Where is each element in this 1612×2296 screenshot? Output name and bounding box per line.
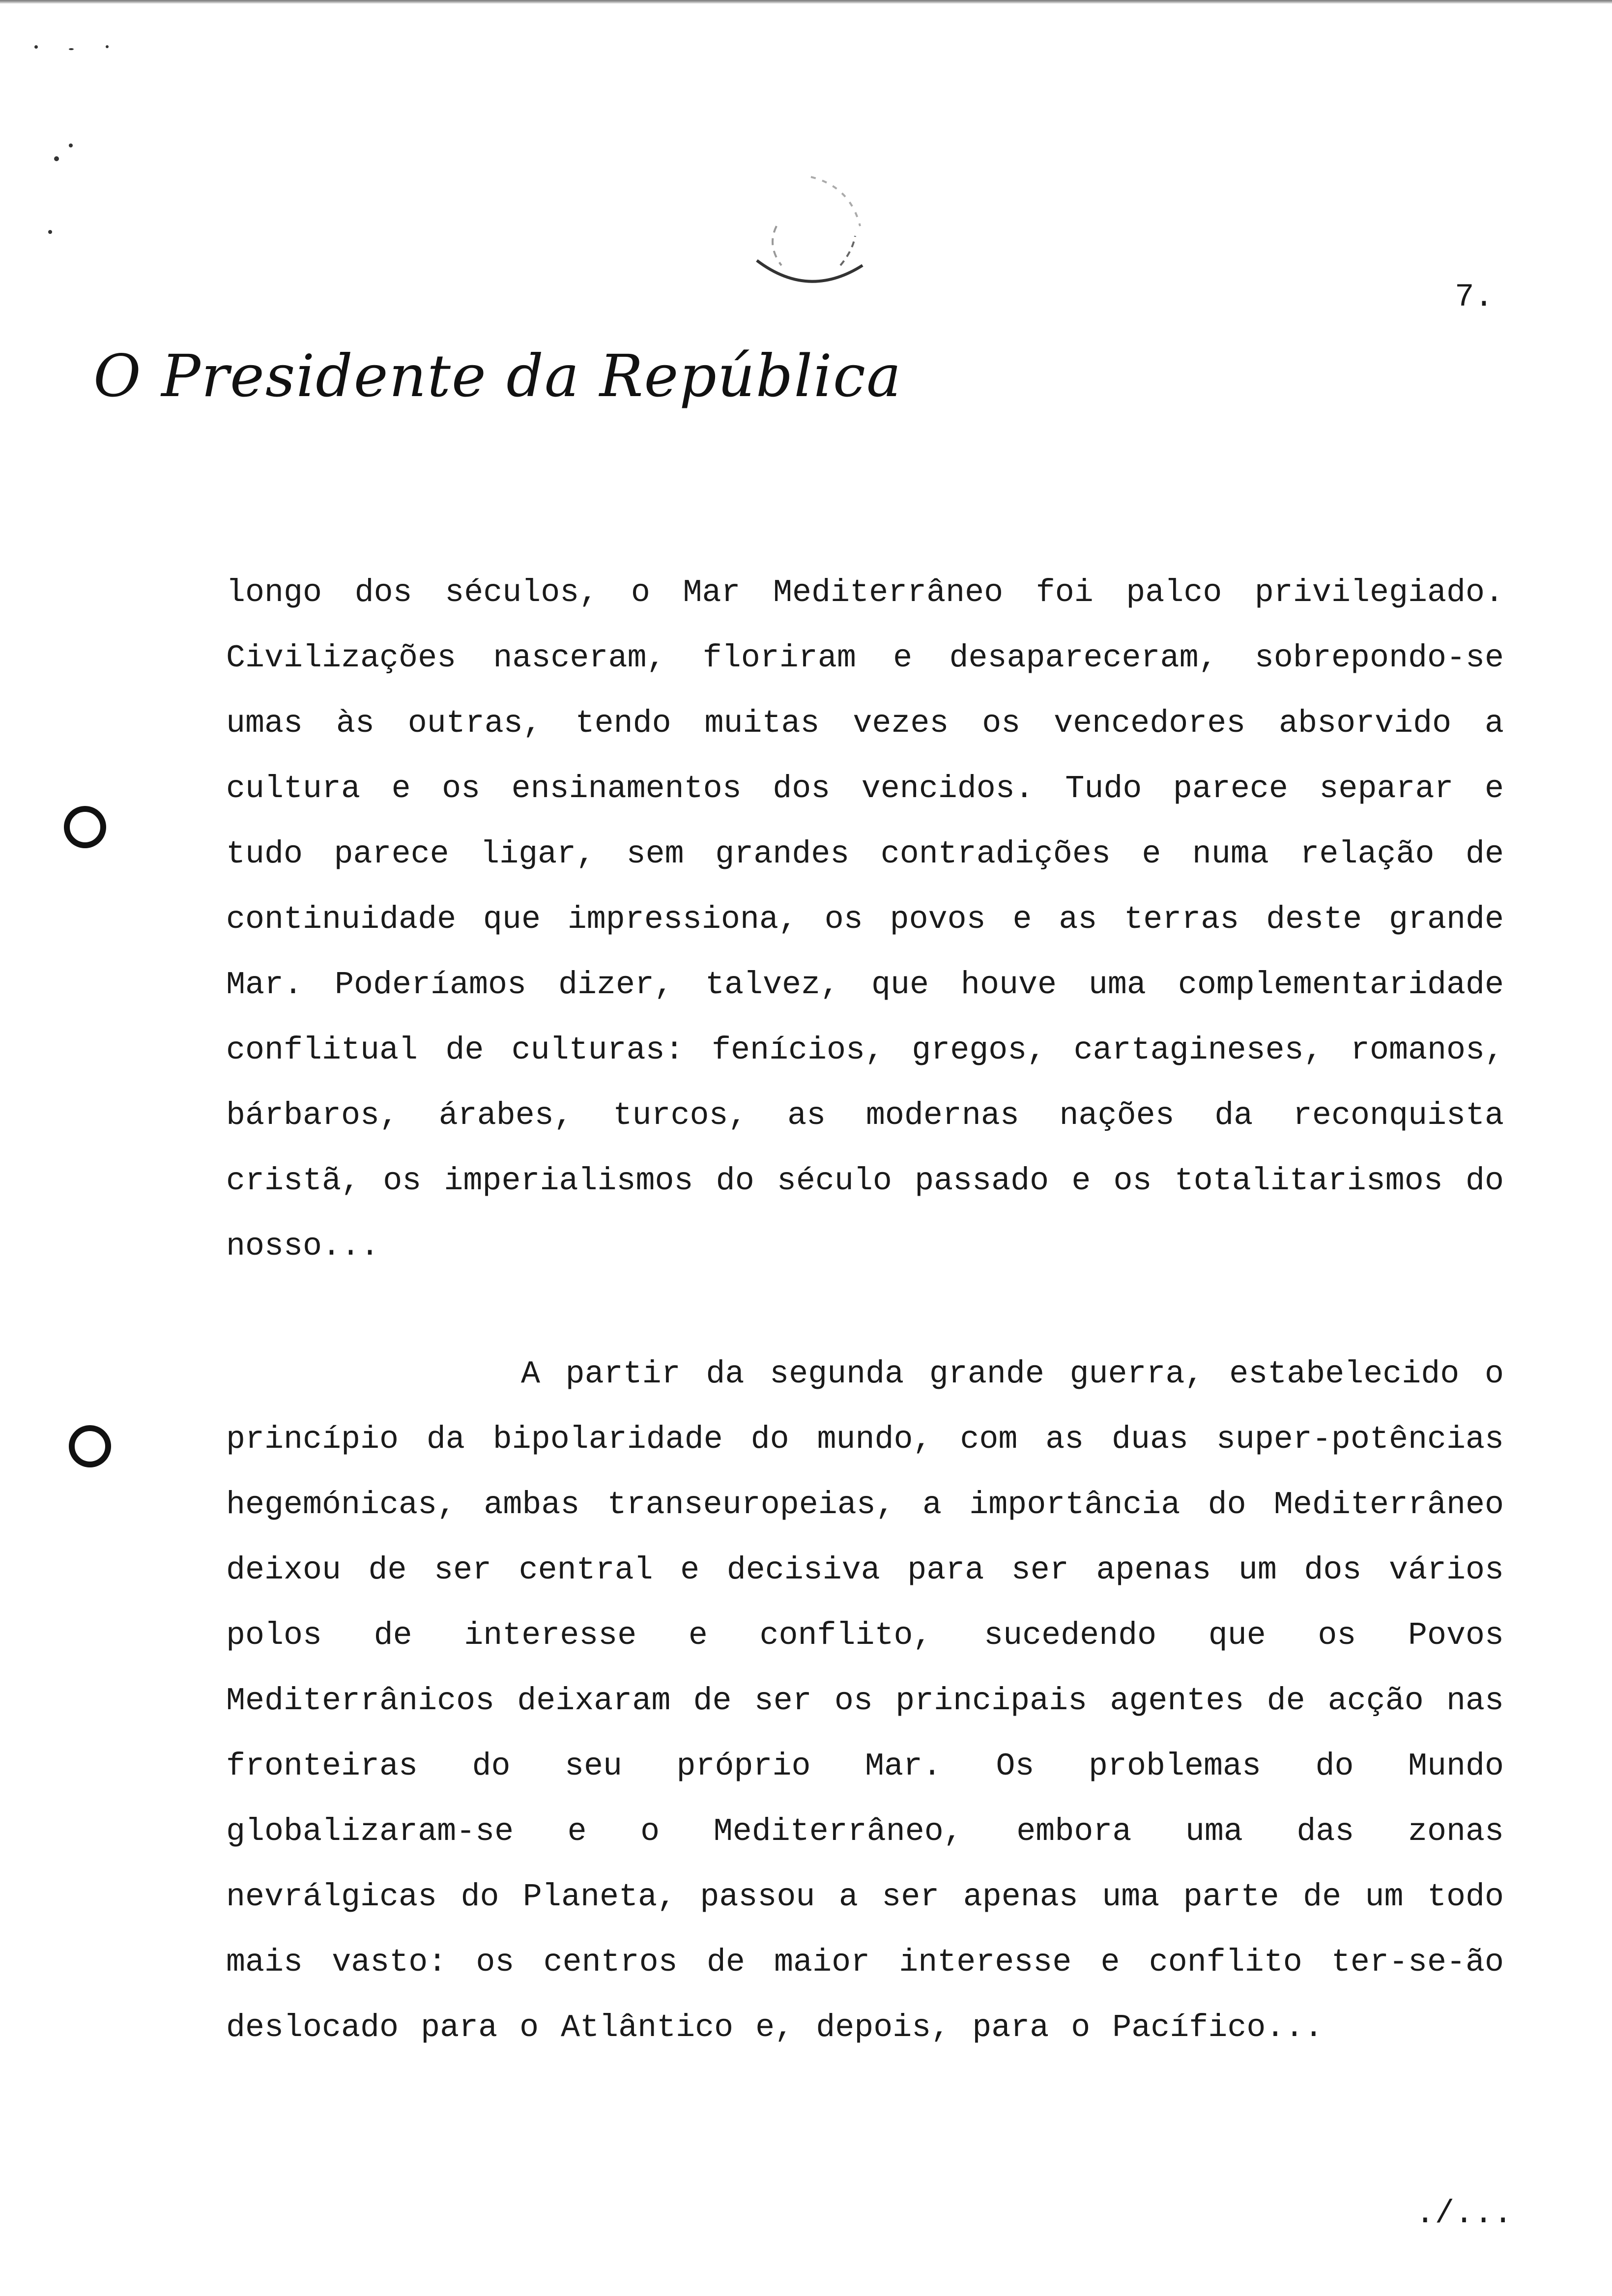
- punch-hole-icon: [64, 806, 106, 848]
- scan-speck: [69, 48, 74, 50]
- faint-seal-stamp: [737, 167, 880, 310]
- scan-speck: [48, 230, 52, 234]
- punch-hole-icon: [69, 1425, 111, 1467]
- letterhead-title: O Presidente da República: [93, 342, 902, 410]
- scan-top-edge: [0, 0, 1612, 4]
- scan-speck: [69, 144, 73, 147]
- scan-speck: [106, 45, 109, 48]
- body-paragraph-2: [226, 1342, 1504, 2061]
- scan-speck: [54, 156, 59, 161]
- continuation-mark: ./...: [1415, 2195, 1513, 2232]
- body-paragraph-1: longo dos séculos, o Mar Mediterrâneo foi palco privilegiado. Civilizações nasceram, floriram e desapareceram, sobrepondo-se umas às outras, tendo muitas vezes os vencedores absorvido a cultura e os ensinamentos dos vencidos. Tudo parece separar e tudo parece ligar, sem grandes contradições e numa relação de continuidade que impressiona, os povos e as terras deste grande Mar. Poderíamos dizer, talvez, que houve uma complementaridade conflitual de culturas: fenícios, gregos, cartagineses, romanos, bárbaros, árabes, turcos, as modernas nações da reconquista cristã, os imperialismos do século passado e os totalitarismos do nosso...: [226, 574, 1504, 1264]
- scan-speck: [34, 45, 38, 49]
- body-paragraph-2-text: A partir da segunda grande guerra, estabelecido o princípio da bipolaridade do mundo, com as duas super-potências hegemónicas, ambas transeuropeias, a importância do Mediterrâneo deixou de ser central e decisiva para ser apenas um dos vários polos de interesse e conflito, sucedendo que os Povos Mediterrânicos deixaram de ser os principais agentes de acção nas fronteiras do seu próprio Mar. Os problemas do Mundo globalizaram-se e o Mediterrâneo, embora uma das zonas nevrálgicas do Planeta, passou a ser apenas uma parte de um todo mais vasto: os centros de maior interesse e conflito ter-se-ão deslocado para o Atlântico e, depois, para o Pacífico...: [226, 1356, 1504, 2046]
- page-number: 7.: [1455, 279, 1494, 316]
